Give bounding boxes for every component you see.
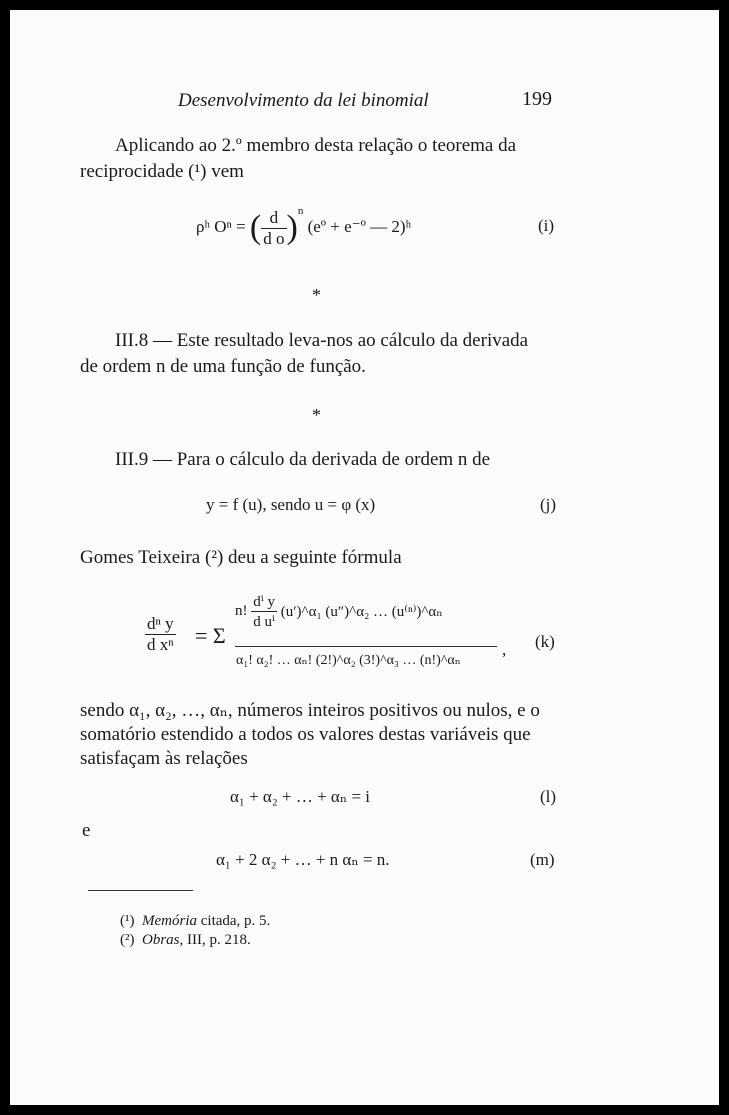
eq-k-numerator: n! $\frac{\text{dⁱ y}}{\text{d uⁱ}}$ (u′)^α₁ (u″)^α₂ … (u⁽ⁿ⁾)^αₙ <box>235 594 443 630</box>
footnote-2: (²) Obras, III, p. 218. <box>120 932 251 948</box>
para5-line3: satisfaçam às relações <box>80 748 248 769</box>
eq-j-label: (j) <box>540 495 557 514</box>
equation-m: α₁ + 2 α₂ + … + n αₙ = n. <box>216 850 390 869</box>
running-title: Desenvolvimento da lei binomial <box>178 90 429 111</box>
eq-i-derivative: $\frac{d}{\text{d o}}$ <box>263 207 285 248</box>
conjunction-e: e <box>82 820 91 841</box>
eq-k-denominator: α₁! α₂! … αₙ! (2!)^α₂ (3!)^α₃ … (n!)^αₙ <box>236 653 461 668</box>
eq-k-comma: , <box>502 640 507 659</box>
equation-l: α₁ + α₂ + … + αₙ = i <box>230 787 371 806</box>
eq-i-rhs: (eº + e⁻º — 2)ʰ <box>307 217 412 236</box>
eq-l-label: (l) <box>540 787 557 806</box>
eq-i-lhs: ρʰ Oⁿ = <box>196 217 246 236</box>
footnote-1: (¹) Memória citada, p. 5. <box>120 913 271 929</box>
footnote-rule <box>88 890 193 891</box>
para2-line2: de ordem n de uma função de função. <box>80 356 366 377</box>
equation-i: ρʰ Oⁿ = ( $\frac{d}{\text{d o}}$ )$^n$ (eº + e⁻º — 2)ʰ <box>196 205 412 248</box>
eq-k-label: (k) <box>535 632 555 651</box>
para5-line2: somatório estendido a todos os valores destas variáveis que <box>80 724 531 745</box>
para4-line1: Gomes Teixeira (²) deu a seguinte fórmula <box>80 547 402 568</box>
book-page <box>10 10 719 1105</box>
para5-line1: sendo α₁, α₂, …, αₙ, números inteiros positivos ou nulos, e o <box>80 700 540 721</box>
para1-line1: Aplicando ao 2.º membro desta relação o teorema da <box>115 135 517 156</box>
eq-i-label: (i) <box>538 216 555 235</box>
eq-m-label: (m) <box>530 850 555 869</box>
separator-star-2: * <box>312 405 321 425</box>
page-number: 199 <box>522 88 552 110</box>
eq-k-fraction-bar <box>235 646 497 647</box>
eq-k-sigma: = Σ <box>195 623 226 648</box>
para2-line1: III.8 — Este resultado leva-nos ao cálculo da derivada <box>115 330 529 351</box>
separator-star-1: * <box>312 285 321 305</box>
para1-line2: reciprocidade (¹) vem <box>80 161 244 182</box>
para3-line1: III.9 — Para o cálculo da derivada de ordem n de <box>115 449 491 470</box>
eq-k-lhs: $\frac{\text{dⁿ y}}{\text{d xⁿ}}$ <box>147 614 174 654</box>
equation-j: y = f (u), sendo u = φ (x) <box>206 495 376 514</box>
